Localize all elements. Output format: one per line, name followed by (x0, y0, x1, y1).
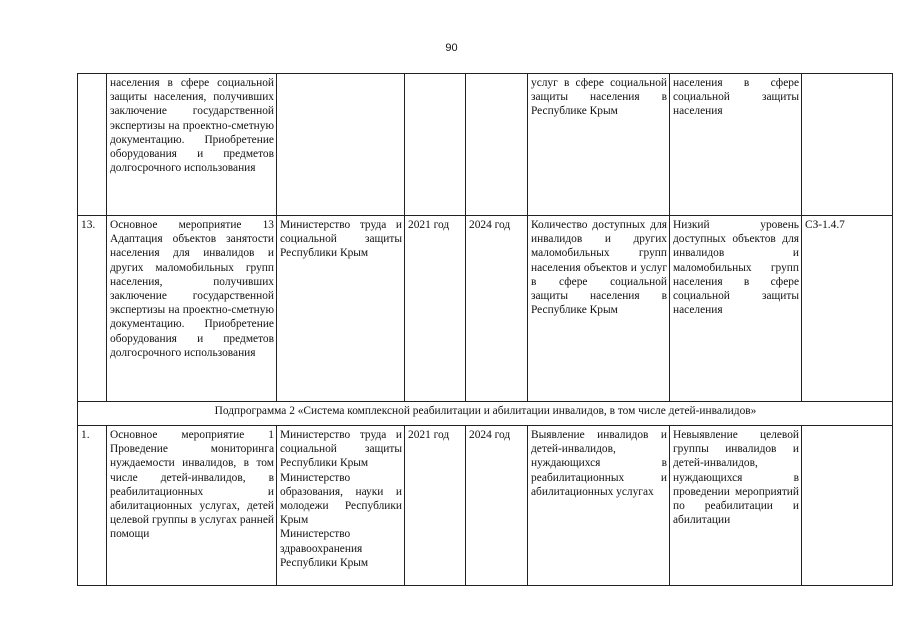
indicator-cell: Выявление инвалидов и детей-инвалидов, нуждающихся в реабилитационных и абилитационных услугах (528, 426, 670, 586)
end-year-cell (466, 74, 528, 216)
end-year-cell: 2024 год (466, 216, 528, 402)
subprogram-row (78, 402, 893, 426)
link-cell (802, 426, 893, 586)
start-year-cell: 2021 год (405, 426, 466, 586)
link-cell (802, 74, 893, 216)
consequence-cell: населения в сфере социальной защиты населения (670, 74, 802, 216)
start-year-cell (405, 74, 466, 216)
table-row (78, 216, 893, 402)
page-number: 90 (445, 42, 458, 54)
executor-line: Министерство образования, науки и молодежи Республики Крым (280, 471, 402, 527)
row-number-cell: 1. (78, 426, 107, 586)
table-row (78, 74, 893, 216)
executor-cell: Министерство труда и социальной защиты Республики Крым (277, 216, 405, 402)
row-number-cell (78, 74, 107, 216)
measure-cell: населения в сфере социальной защиты населения, получивших заключение государственной экспертизы на проектно-сметную документацию. Приобретение оборудования и предметов долгосрочного использования (107, 74, 277, 216)
indicator-cell: услуг в сфере социальной защиты населения в Республике Крым (528, 74, 670, 216)
program-measures-table (77, 73, 893, 586)
consequence-cell: Невыявление целевой группы инвалидов и детей-инвалидов, нуждающихся в проведении мероприятий по реабилитации и абилитации (670, 426, 802, 586)
indicator-cell: Количество доступных для инвалидов и других маломобильных групп населения объектов и услуг в сфере социальной защиты населения в Республике Крым (528, 216, 670, 402)
executor-line: Министерство труда и социальной защиты Республики Крым (280, 429, 402, 470)
executor-cell (277, 74, 405, 216)
measure-cell: Основное мероприятие 1 Проведение мониторинга нуждаемости инвалидов, в том числе детей-инвалидов, в реабилитационных и абилитационных услугах, детей целевой группы в услугах ранней помощи (107, 426, 277, 586)
executor-cell (277, 426, 405, 586)
executor-line: Министерство здравоохранения Республики Крым (280, 528, 369, 569)
link-cell: СЗ-1.4.7 (802, 216, 893, 402)
subprogram-title: Подпрограмма 2 «Система комплексной реабилитации и абилитации инвалидов, в том числе детей-инвалидов» (78, 402, 893, 426)
table-row (78, 426, 893, 586)
measure-cell: Основное мероприятие 13 Адаптация объектов занятости населения для инвалидов и других маломобильных групп населения, получивших заключение государственной экспертизы на проектно-сметную документацию. Приобретение оборудования и предметов долгосрочного использования (107, 216, 277, 402)
start-year-cell: 2021 год (405, 216, 466, 402)
row-number-cell: 13. (78, 216, 107, 402)
end-year-cell: 2024 год (466, 426, 528, 586)
consequence-cell: Низкий уровень доступных объектов для инвалидов и маломобильных групп населения в сфере социальной защиты населения (670, 216, 802, 402)
